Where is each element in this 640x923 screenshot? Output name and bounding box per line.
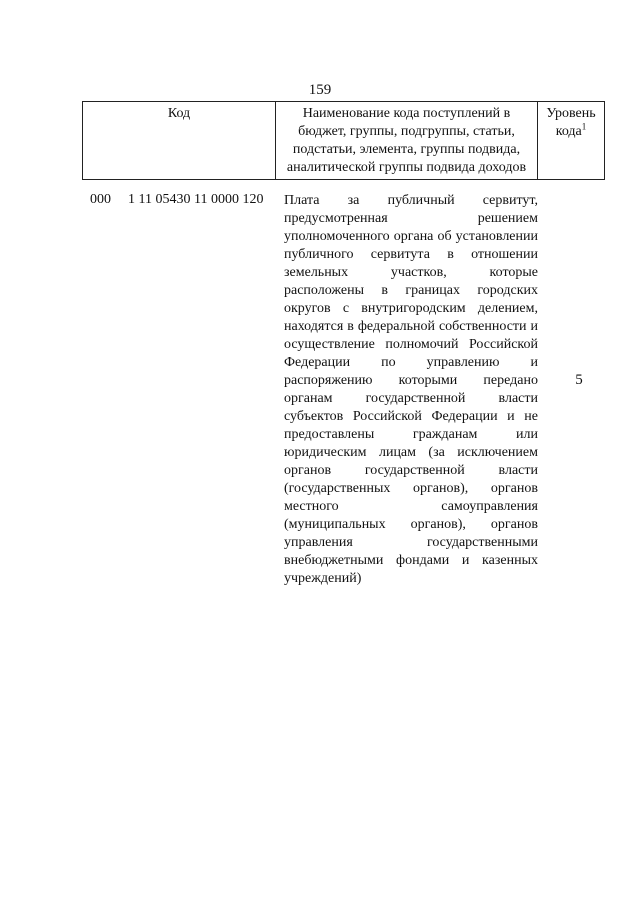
table-header	[82, 101, 605, 180]
header-name-label: Наименование кода поступлений в бюджет, группы, подгруппы, статьи, подстатьи, элемента, группы подвида, аналитической группы подвида доходов	[286, 106, 527, 175]
page-number: 159	[308, 82, 332, 98]
revenue-description: Плата за публичный сервитут, предусмотренная решением уполномоченного органа об установлении публичного сервитута в отношении земельных участков, которые расположены в границах городских округов с внутригородским делением, находятся в федеральной собственности и осуществление полномочий Российской Федерации по управлению и распоряжению которыми передано органам государственной власти субъектов Российской Федерации и не предоставлены гражданам или юридическим лицам (за исключением органов государственной власти (государственных органов), органов местного самоуправления (муниципальных органов), органов управления государственными внебюджетными фондами и казенных учреждений)	[284, 193, 538, 586]
header-name	[276, 102, 538, 180]
table-header-row	[83, 102, 605, 180]
admin-code: 000	[90, 192, 111, 207]
header-code	[83, 102, 276, 180]
header-level	[538, 102, 605, 180]
footnote-marker: 1	[581, 121, 587, 132]
header-code-label: Код	[167, 106, 191, 121]
header-level-text: Уровень кода	[546, 106, 596, 139]
code-level: 5	[575, 372, 583, 388]
revenue-code: 1 11 05430 11 0000 120	[128, 192, 264, 207]
header-level-label	[540, 105, 602, 141]
